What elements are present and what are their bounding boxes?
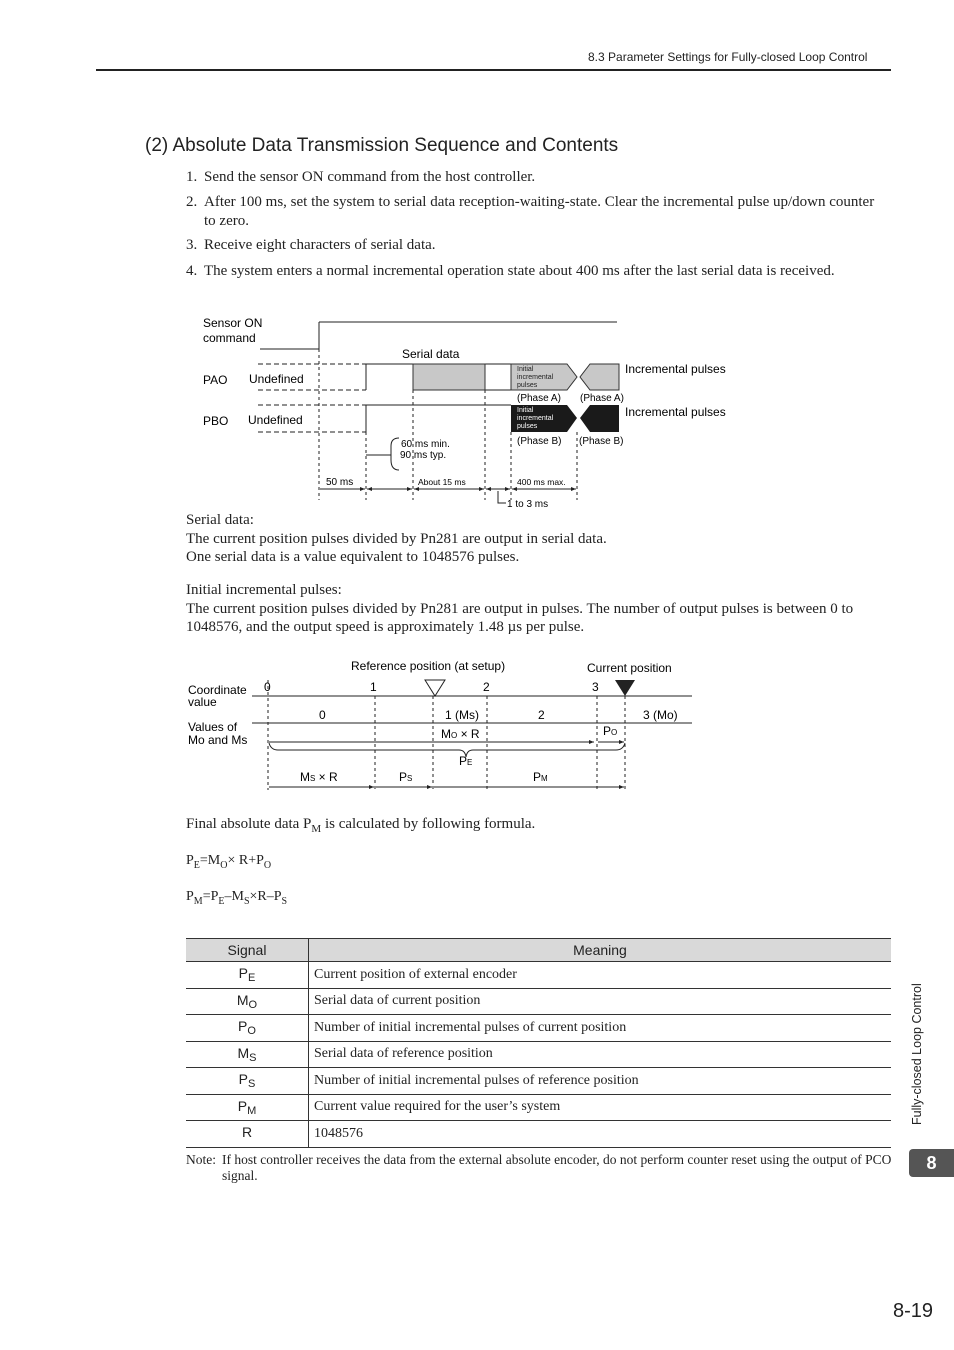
formula-intro-sub: M [311,823,322,835]
pbo-label: PBO [203,414,229,428]
meaning-cell: Number of initial incremental pulses of reference position [309,1068,892,1095]
step-number: 1. [186,169,198,185]
note-text: If host controller receives the data from the external absolute encoder, do not perform counter reset using the output of PCO signal. [222,1152,892,1183]
signal-header: Signal [186,939,309,962]
table-row [186,988,891,1015]
page-number: 8-19 [893,1300,934,1322]
pbo-undefined-label: Undefined [248,413,303,427]
meaning-cell: Serial data of reference position [309,1041,892,1068]
values-label: Values of [188,720,238,734]
running-header: 8.3 Parameter Settings for Fully-closed Loop Control [588,50,868,64]
value-3: 3 (Mo) [643,708,678,722]
serial-data-title: Serial data: [186,512,254,528]
initial-pulses-text: The current position pulses divided by Pn281 are output in pulses. The number of output pulses is between 0 to 1048576, and the output speed is approximately 1.48 µs per pulse. [186,600,854,635]
step-text: After 100 ms, set the system to serial data reception-waiting-state. Clear the incremental pulse up/down counter to zero. [204,194,875,229]
coord-0: 0 [264,680,271,694]
step-number: 3. [186,237,198,253]
step-text: Receive eight characters of serial data. [204,237,436,253]
table-row [186,1041,891,1068]
meaning-cell: Current value required for the user’s system [309,1094,892,1121]
ms-times-r-label: MS × R [300,770,338,784]
pao-incremental-label: Incremental pulses [625,362,726,376]
about-15-label: About 15 ms [418,477,466,487]
section-title: (2) Absolute Data Transmission Sequence and Contents [145,135,619,156]
reference-position-label: Reference position (at setup) [351,659,506,673]
formula-intro-text: Final absolute data P [186,816,312,832]
coordinate-label-2: value [188,695,217,709]
signal-cell: $P_S$ [186,1068,309,1095]
step-text: Send the sensor ON command from the host controller. [204,169,536,185]
note [186,1152,896,1184]
value-0: 0 [319,708,326,722]
signal-table [186,938,891,1148]
pbo-initial-label-1: Initial [517,407,534,414]
serial-data-description [186,511,891,567]
signal-cell: $P_M$ [186,1094,309,1121]
serial-data-label: Serial data [402,347,460,361]
phase-a-label-1: (Phase A) [517,393,561,404]
table-header-row [186,939,891,962]
step-text: The system enters a normal incremental operation state about 400 ms after the last serial data is received. [204,263,835,279]
meaning-header: Meaning [309,939,892,962]
pao-undefined-label: Undefined [249,372,304,386]
meaning-cell: Current position of external encoder [309,962,892,989]
phase-b-label-2: (Phase B) [579,436,624,447]
reference-position-marker-icon [425,680,445,696]
pbo-initial-label-2: incremental [517,415,554,422]
step-number: 4. [186,263,198,279]
meaning-cell: Number of initial incremental pulses of current position [309,1015,892,1042]
signal-cell: R [186,1121,309,1148]
formula-intro-text-2: is calculated by following formula. [321,816,536,832]
table-row [186,1121,891,1148]
initial-pulses-title: Initial incremental pulses: [186,582,342,598]
note-label: Note: [186,1152,216,1167]
max-400-label: 400 ms max. [517,477,566,487]
pao-initial-label-1: Initial [517,366,534,373]
phase-a-label-2: (Phase A) [580,393,624,404]
pe-label: PE [459,754,473,768]
chapter-side-label: Fully-closed Loop Control [910,983,924,1125]
initial-pulses-description [186,581,891,637]
values-label-2: Mo and Ms [188,733,248,747]
step-number: 2. [186,194,198,210]
meaning-cell: Serial data of current position [309,988,892,1015]
ms-1to3-label: 1 to 3 ms [507,499,549,510]
phase-b-label-1: (Phase B) [517,436,562,447]
coord-1: 1 [370,680,377,694]
pbo-incremental-label: Incremental pulses [625,405,726,419]
pao-initial-label-3: pulses [517,382,538,389]
formula-intro [186,815,891,839]
pm-label: PM [533,770,548,784]
signal-cell: $P_E$ [186,962,309,989]
value-1: 1 (Ms) [445,708,479,722]
table-row [186,962,891,989]
ms-50-label: 50 ms [326,477,354,488]
formula-pe: $P_E=M_O\times R+P_O$ [186,853,272,871]
coordinate-label: Coordinate [188,683,247,697]
table-row [186,1068,891,1095]
coord-3: 3 [592,680,599,694]
pao-label: PAO [203,373,228,387]
current-position-label: Current position [587,661,672,675]
meaning-cell: 1048576 [309,1121,892,1148]
serial-data-line-1: The current position pulses divided by Pn281 are output in serial data. [186,530,607,547]
pbo-initial-label-3: pulses [517,423,538,430]
po-label: PO [603,724,618,738]
pao-initial-label-2: incremental [517,374,554,381]
ps-label: PS [399,770,413,784]
min-60-label: 60 ms min. [401,439,450,450]
serial-data-line-2: One serial data is a value equivalent to 1048576 pulses. [186,549,520,565]
formula-pm: $P_M=P_E-M_S\times R-P_S$ [186,889,288,907]
timing-diagram [0,0,954,520]
table-row [186,1094,891,1121]
position-diagram [0,650,954,800]
sensor-on-label: Sensor ON [203,316,263,330]
mo-times-r-label: MO × R [441,727,480,741]
typ-90-label: 90 ms typ. [400,450,447,461]
signal-cell: $P_O$ [186,1015,309,1042]
signal-cell: $M_O$ [186,988,309,1015]
sensor-on-label-2: command [203,331,256,345]
value-2: 2 [538,708,545,722]
signal-cell: $M_S$ [186,1041,309,1068]
coord-2: 2 [483,680,490,694]
table-row [186,1015,891,1042]
chapter-tab[interactable]: 8 [909,1149,954,1177]
